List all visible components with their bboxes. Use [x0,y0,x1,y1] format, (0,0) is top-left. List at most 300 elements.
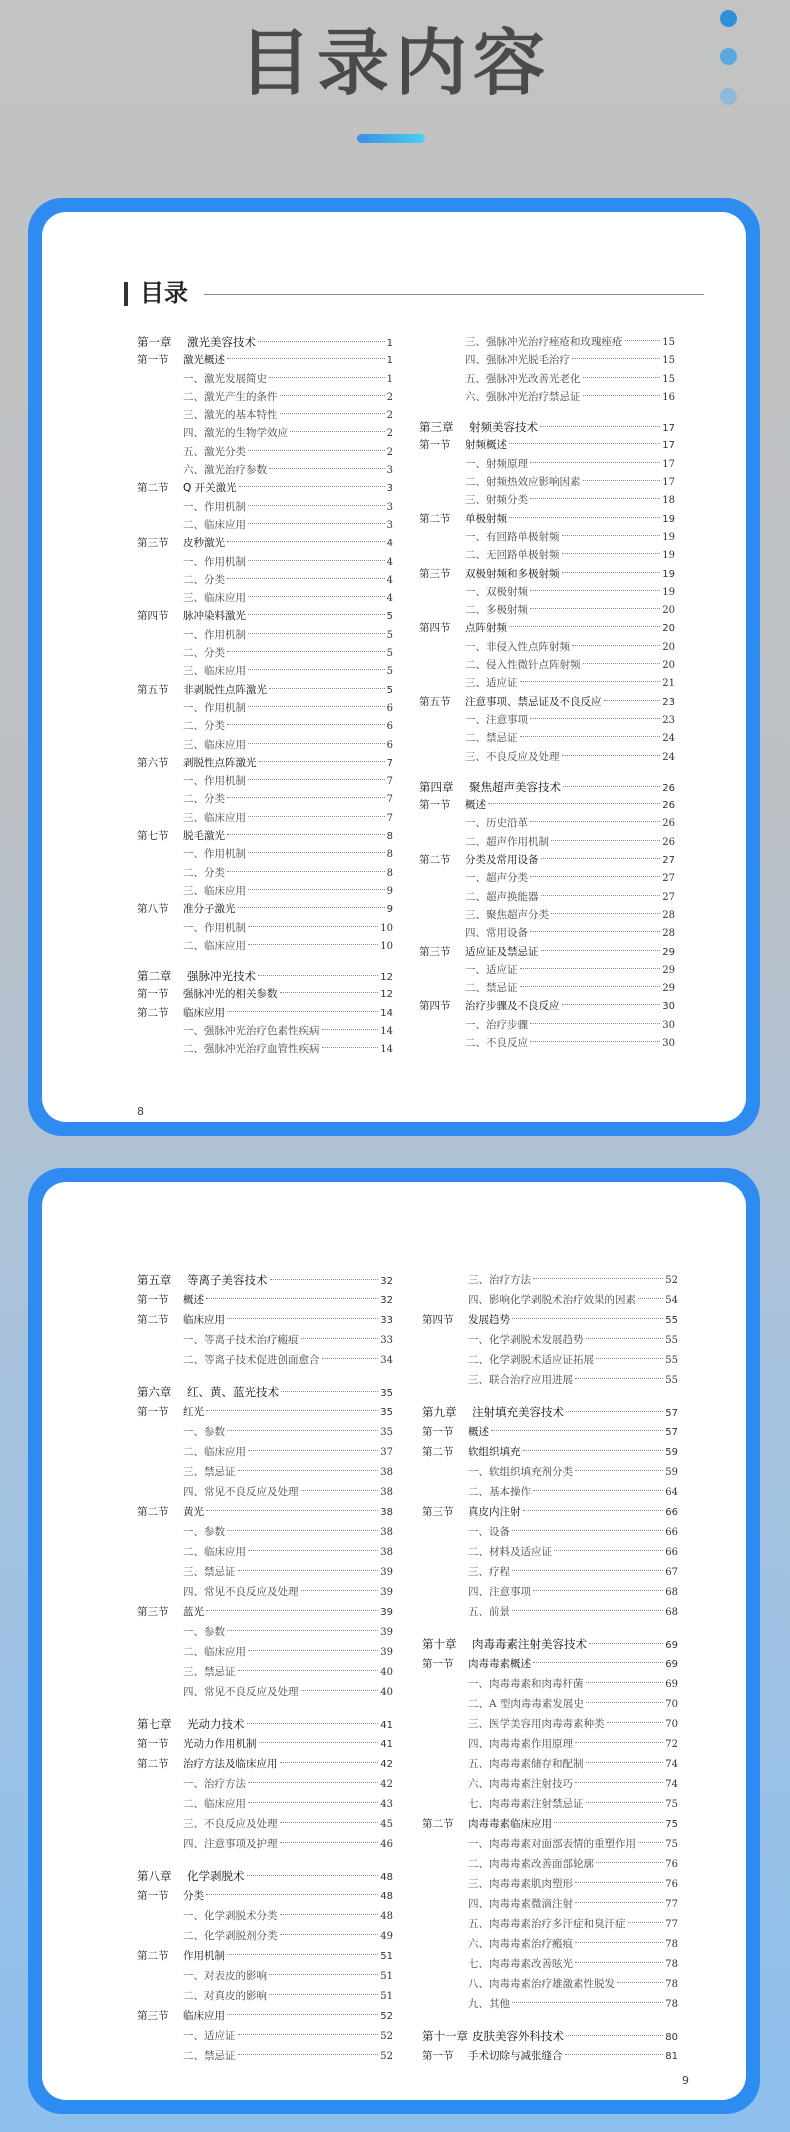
toc-dot-leader [227,724,385,725]
toc-dot-leader [280,992,379,993]
toc-spacer [422,1390,678,1402]
toc-subsection-row [422,1774,678,1794]
toc-section-number: 第一节 [137,1406,169,1418]
toc-page-ref: 7 [386,776,393,788]
toc-page-ref: 51 [380,1951,393,1962]
toc-subsection-title: 一、射频原理 [465,457,528,470]
toc-page-ref: 9 [386,885,393,897]
toc-subsection-row [419,388,675,406]
toc-page-ref: 39 [380,1627,393,1638]
toc-page-ref: 55 [665,1375,678,1386]
toc-page-ref: 2 [386,446,393,458]
toc-page-ref: 45 [380,1819,393,1830]
toc-dot-leader [586,1338,664,1339]
toc-page-ref: 42 [380,1779,393,1790]
toc-dot-leader [491,1430,663,1431]
toc-subsection-row [137,424,393,442]
toc-page-ref: 59 [665,1447,678,1458]
toc-dot-leader [248,614,385,615]
toc-subsection-title: 三、临床应用 [183,665,246,678]
toc-page-ref: 4 [386,538,393,550]
toc-page-ref: 23 [662,696,675,708]
toc-subsection-row [422,1994,678,2014]
toc-dot-leader [206,1894,378,1895]
toc-section-number: 第三节 [419,945,451,958]
toc-dot-leader [530,1023,660,1024]
toc-chapter-row [137,1866,393,1886]
toc-dot-leader [227,578,385,579]
toc-subsection-title: 三、聚焦超声分类 [465,908,549,921]
toc-page-ref: 5 [386,611,393,623]
toc-page-ref: 67 [665,1567,678,1578]
toc-section-title: 肉毒毒素概述 [468,1658,531,1670]
toc-dot-leader [248,816,385,817]
toc-subsection-row [137,1774,393,1794]
toc-page-ref: 30 [662,1019,675,1031]
toc-section-title: 概述 [183,1294,204,1306]
toc-dot-leader [583,377,661,378]
toc-subsection-row [137,2026,393,2046]
toc-subsection-title: 一、注意事项 [465,713,528,726]
toc-subsection-title: 六、强脉冲光治疗禁忌证 [465,390,581,403]
toc-page-ref: 33 [380,1335,393,1346]
toc-dot-leader [520,681,661,682]
toc-dot-leader [575,1962,663,1963]
toc-dot-leader [322,1047,379,1048]
toc-dot-leader [512,1530,663,1531]
toc-subsection-row [137,1682,393,1702]
toc-section-row [419,851,675,869]
toc-page-ref: 52 [380,2051,393,2062]
toc-dot-leader [269,468,385,469]
toc-page-ref: 9 [386,904,393,916]
toc-section-number: 第二节 [422,1446,454,1458]
toc-dot-leader [227,1430,378,1431]
toc-page-ref: 74 [665,1779,678,1790]
toc-subsection-row [419,674,675,692]
toc-subsection-title: 五、肉毒毒素储存和配制 [468,1758,584,1770]
toc-subsection-row [137,1330,393,1350]
toc-page-ref: 2 [386,428,393,440]
toc-page-ref: 74 [665,1759,678,1770]
toc-subsection-row [137,937,393,955]
toc-page-ref: 69 [665,1659,678,1670]
toc-dot-leader [533,1662,663,1663]
toc-page-ref: 54 [665,1295,678,1306]
toc-subsection-row [137,1926,393,1946]
toc-subsection-title: 三、临床应用 [183,884,246,897]
toc-chapter-row [422,2026,678,2046]
toc-chapter-title: 聚焦超声美容技术 [469,779,561,794]
toc-subsection-row [419,333,675,351]
toc-page-ref: 3 [386,465,393,477]
toc-dot-leader [530,876,660,877]
toc-subsection-title: 一、作用机制 [183,848,246,861]
toc-spacer [419,766,675,778]
toc-dot-leader [625,340,661,341]
toc-dot-leader [554,1550,663,1551]
toc-section-number: 第一节 [422,1426,454,1438]
toc-subsection-title: 五、强脉冲光改善光老化 [465,372,581,385]
toc-section-row [137,607,393,625]
toc-subsection-row [419,814,675,832]
toc-title-bar [124,282,128,306]
toc-subsection-title: 二、超声作用机制 [465,835,549,848]
toc-dot-leader [509,443,660,444]
toc-page-ref: 2 [386,410,393,422]
toc-subsection-row [137,919,393,937]
toc-section-title: 红光 [183,1406,204,1418]
toc-section-row [419,510,675,528]
toc-subsection-title: 二、侵入性微针点阵射频 [465,659,581,672]
toc-dot-leader [562,535,661,536]
toc-section-title: 非剥脱性点阵激光 [183,683,267,696]
toc-page-ref: 6 [386,739,393,751]
toc-section-number: 第二节 [137,1758,169,1770]
toc-subsection-row [422,1522,678,1542]
toc-page-ref: 26 [662,800,675,812]
toc-subsection-title: 一、作用机制 [183,775,246,788]
toc-page-ref: 64 [665,1487,678,1498]
toc-section-number: 第三节 [419,567,451,580]
toc-page-ref: 4 [386,593,393,605]
toc-chapter-row [137,333,393,351]
page-number: 8 [137,1105,144,1118]
toc-spacer [422,1622,678,1634]
toc-section-number: 第一节 [422,1658,454,1670]
toc-page-ref: 34 [380,1355,393,1366]
toc-page-ref: 5 [386,684,393,696]
toc-subsection-row [137,662,393,680]
toc-subsection-title: 二、激光产生的条件 [183,390,278,403]
toc-section-number: 第一节 [137,1294,169,1306]
toc-section-row [137,1734,393,1754]
toc-subsection-row [419,833,675,851]
toc-page-ref: 4 [386,556,393,568]
toc-page-ref: 39 [380,1587,393,1598]
toc-subsection-row [419,729,675,747]
toc-dot-leader [575,1882,663,1883]
toc-subsection-row [422,1714,678,1734]
toc-subsection-row [137,2046,393,2066]
toc-title-rule [204,294,704,295]
toc-dot-leader [280,1842,379,1843]
toc-dot-leader [566,1411,663,1412]
toc-section-title: 分类 [183,1890,204,1902]
toc-page-ref: 28 [662,909,675,921]
toc-section-title: 皮秒激光 [183,537,225,550]
toc-section-row [419,693,675,711]
toc-page-ref: 66 [665,1527,678,1538]
toc-section-number: 第三节 [137,2010,169,2022]
toc-page-ref: 81 [665,2051,678,2062]
toc-dot-leader [248,889,385,890]
toc-page-ref: 51 [380,1971,393,1982]
toc-subsection-row [137,1350,393,1370]
toc-page-ref: 14 [380,1007,393,1019]
toc-page-ref: 12 [380,972,393,984]
toc-section-row [419,436,675,454]
toc-subsection-row [419,961,675,979]
toc-subsection-title: 二、临床应用 [183,1646,246,1658]
toc-dot-leader [206,1410,378,1411]
toc-chapter-row [137,1382,393,1402]
toc-dot-leader [541,950,661,951]
toc-subsection-title: 二、等离子技术促进创面愈合 [183,1354,320,1366]
toc-subsection-title: 一、有回路单极射频 [465,530,560,543]
title-underline [357,134,425,143]
toc-page-ref: 15 [662,355,675,367]
toc-subsection-row [422,1834,678,1854]
toc-dot-leader [583,395,661,396]
toc-chapter-number: 第十章 [422,1637,457,1651]
toc-subsection-row [419,748,675,766]
toc-subsection-title: 一、适应证 [183,2030,236,2042]
toc-subsection-title: 四、强脉冲光脱毛治疗 [465,354,570,367]
toc-subsection-title: 二、临床应用 [183,1546,246,1558]
toc-subsection-title: 二、基本操作 [468,1486,531,1498]
toc-subsection-row [137,882,393,900]
toc-section-title: 脉冲染料激光 [183,610,246,623]
toc-page-ref: 68 [665,1587,678,1598]
toc-dot-leader [248,1782,378,1783]
toc-page-ref: 17 [662,458,675,470]
toc-section-number: 第一节 [137,988,169,1001]
toc-section-number: 第五节 [137,683,169,696]
toc-chapter-title: 激光美容技术 [187,335,256,349]
toc-dot-leader [575,1942,663,1943]
toc-page-ref: 23 [662,714,675,726]
toc-dot-leader [270,1279,379,1280]
toc-page-ref: 14 [380,1044,393,1056]
toc-subsection-row [137,1966,393,1986]
toc-dot-leader [566,2035,663,2036]
toc-dot-leader [530,590,660,591]
toc-page-ref: 8 [386,867,393,879]
toc-page-ref: 27 [662,855,675,867]
toc-page-ref: 41 [380,1720,393,1731]
toc-dot-leader [248,450,385,451]
toc-subsection-title: 一、双极射频 [465,585,528,598]
toc-page-ref: 20 [662,623,675,635]
toc-section-title: 手术切除与减张缝合 [468,2050,563,2062]
toc-spacer [137,1370,393,1382]
toc-subsection-row [137,1906,393,1926]
toc-page-ref: 38 [380,1467,393,1478]
toc-subsection-row [419,601,675,619]
toc-dot-leader [227,1011,378,1012]
toc-subsection-title: 五、肉毒毒素治疗多汗症和臭汗症 [468,1918,626,1930]
toc-subsection-row [422,1582,678,1602]
toc-section-number: 第一节 [137,1738,169,1750]
toc-section-row [137,681,393,699]
toc-page-ref: 43 [380,1799,393,1810]
toc-page-ref: 4 [386,574,393,586]
toc-subsection-title: 二、无回路单极射频 [465,549,560,562]
toc-page-ref: 7 [386,812,393,824]
toc-page-ref: 40 [380,1687,393,1698]
toc-section-number: 第二节 [419,854,451,867]
toc-page-ref: 5 [386,648,393,660]
decor-dot-3 [720,88,737,105]
toc-page-ref: 30 [662,1001,675,1013]
toc-dot-leader [238,1670,379,1671]
toc-subsection-title: 一、参数 [183,1526,225,1538]
toc-dot-leader [248,560,385,561]
toc-section-number: 第一节 [419,799,451,812]
toc-subsection-row [422,1330,678,1350]
toc-section-title: 脱毛激光 [183,830,225,843]
toc-dot-leader [248,944,378,945]
toc-section-title: 光动力作用机制 [183,1738,257,1750]
toc-dot-leader [617,1982,663,1983]
toc-dot-leader [227,871,385,872]
toc-page-ref: 72 [665,1739,678,1750]
toc-dot-leader [541,858,661,859]
toc-page-ref: 21 [662,678,675,690]
toc-dot-leader [520,968,661,969]
toc-page-ref: 52 [380,2031,393,2042]
toc-subsection-title: 二、A 型肉毒毒素发展史 [468,1698,584,1710]
toc-page-card-2 [28,1168,760,2114]
page-number: 9 [682,2074,689,2087]
toc-subsection-title: 二、对真皮的影响 [183,1990,267,2002]
toc-subsection-row [137,772,393,790]
toc-subsection-title: 四、肉毒毒素微滴注射 [468,1898,573,1910]
toc-subsection-title: 二、强脉冲光治疗血管性疾病 [183,1043,320,1056]
toc-subsection-row [137,717,393,735]
toc-subsection-row [422,1754,678,1774]
decor-dot-1 [720,10,737,27]
toc-section-row [137,1946,393,1966]
toc-dot-leader [533,1490,663,1491]
toc-section-number: 第四节 [419,1000,451,1013]
toc-page-ref: 10 [380,940,393,952]
toc-dot-leader [269,1994,378,1995]
toc-dot-leader [227,2014,378,2015]
toc-dot-leader [586,1802,664,1803]
toc-subsection-title: 二、分类 [183,573,225,586]
toc-subsection-title: 二、分类 [183,647,225,660]
toc-dot-leader [227,1530,378,1531]
toc-subsection-row [419,906,675,924]
toc-subsection-row [422,1290,678,1310]
toc-dot-leader [589,1643,663,1644]
toc-dot-leader [512,1610,663,1611]
toc-chapter-title: 强脉冲光技术 [187,969,256,984]
toc-chapter-row [137,1270,393,1290]
toc-page-ref: 48 [380,1872,393,1883]
toc-subsection-row [137,388,393,406]
toc-section-number: 第二节 [137,1314,169,1326]
toc-dot-leader [596,1862,663,1863]
toc-subsection-row [419,979,675,997]
toc-subsection-row [419,924,675,942]
toc-page-ref: 57 [665,1408,678,1419]
toc-page-ref: 38 [380,1547,393,1558]
toc-section-row [137,1886,393,1906]
toc-dot-leader [575,1782,663,1783]
toc-section-row [419,997,675,1015]
toc-subsection-row [422,1854,678,1874]
toc-dot-leader [533,1278,663,1279]
toc-subsection-title: 二、禁忌证 [465,982,518,995]
toc-page-ref: 35 [380,1388,393,1399]
toc-subsection-row [422,1914,678,1934]
toc-page-ref: 35 [380,1427,393,1438]
toc-subsection-row [137,1040,393,1058]
toc-section-title: 临床应用 [183,2010,225,2022]
toc-subsection-title: 五、激光分类 [183,445,246,458]
toc-section-title: 作用机制 [183,1950,225,1962]
toc-dot-leader [638,1842,663,1843]
toc-dot-leader [575,1470,663,1471]
toc-subsection-row [137,736,393,754]
toc-dot-leader [301,1338,379,1339]
toc-page-ref: 18 [662,495,675,507]
toc-page-ref: 69 [665,1640,678,1651]
toc-subsection-title: 二、禁忌证 [183,2050,236,2062]
toc-section-title: 准分子激光 [183,903,236,916]
toc-page-ref: 33 [380,1315,393,1326]
toc-page-ref: 42 [380,1759,393,1770]
toc-chapter-title: 射频美容技术 [469,420,538,435]
toc-section-title: 治疗步骤及不良反应 [465,1000,560,1013]
toc-section-title: 概述 [465,799,486,812]
toc-section-number: 第二节 [137,482,169,495]
toc-dot-leader [258,341,385,342]
toc-subsection-title: 一、历史沿革 [465,817,528,830]
toc-subsection-row [422,1674,678,1694]
toc-subsection-row [137,1662,393,1682]
toc-subsection-row [137,516,393,534]
toc-chapter-row [137,1714,393,1734]
toc-section-number: 第四节 [422,1314,454,1326]
toc-page-ref: 27 [662,873,675,885]
toc-subsection-row [137,370,393,388]
toc-dot-leader [206,1510,378,1511]
toc-dot-leader [238,2054,379,2055]
toc-chapter-title: 注射填充美容技术 [472,1405,564,1419]
toc-page-ref: 55 [665,1335,678,1346]
toc-page-2 [42,1182,746,2100]
toc-subsection-title: 四、注意事项 [468,1586,531,1598]
toc-subsection-title: 三、激光的基本特性 [183,409,278,422]
toc-dot-leader [520,986,661,987]
toc-page-ref: 68 [665,1607,678,1618]
toc-dot-leader [530,931,660,932]
toc-dot-leader [572,645,660,646]
toc-page-ref: 78 [665,1939,678,1950]
toc-subsection-title: 六、肉毒毒素注射技巧 [468,1778,573,1790]
toc-chapter-row [419,418,675,436]
toc-subsection-title: 二、材料及适应证 [468,1546,552,1558]
toc-subsection-row [137,1794,393,1814]
toc-dot-leader [301,1490,379,1491]
toc-subsection-row [137,1562,393,1582]
toc-page-ref: 3 [386,501,393,513]
toc-dot-leader [280,413,385,414]
toc-chapter-number: 第六章 [137,1385,172,1399]
toc-section-row [137,479,393,497]
toc-subsection-title: 一、肉毒毒素对面部表情的重塑作用 [468,1838,636,1850]
toc-page-ref: 41 [380,1739,393,1750]
toc-subsection-title: 六、肉毒毒素治疗瘢痕 [468,1938,573,1950]
toc-dot-leader [583,663,661,664]
toc-section-title: Q 开关激光 [183,482,237,495]
toc-subsection-title: 九、其他 [468,1998,510,2010]
toc-section-row [137,1502,393,1522]
